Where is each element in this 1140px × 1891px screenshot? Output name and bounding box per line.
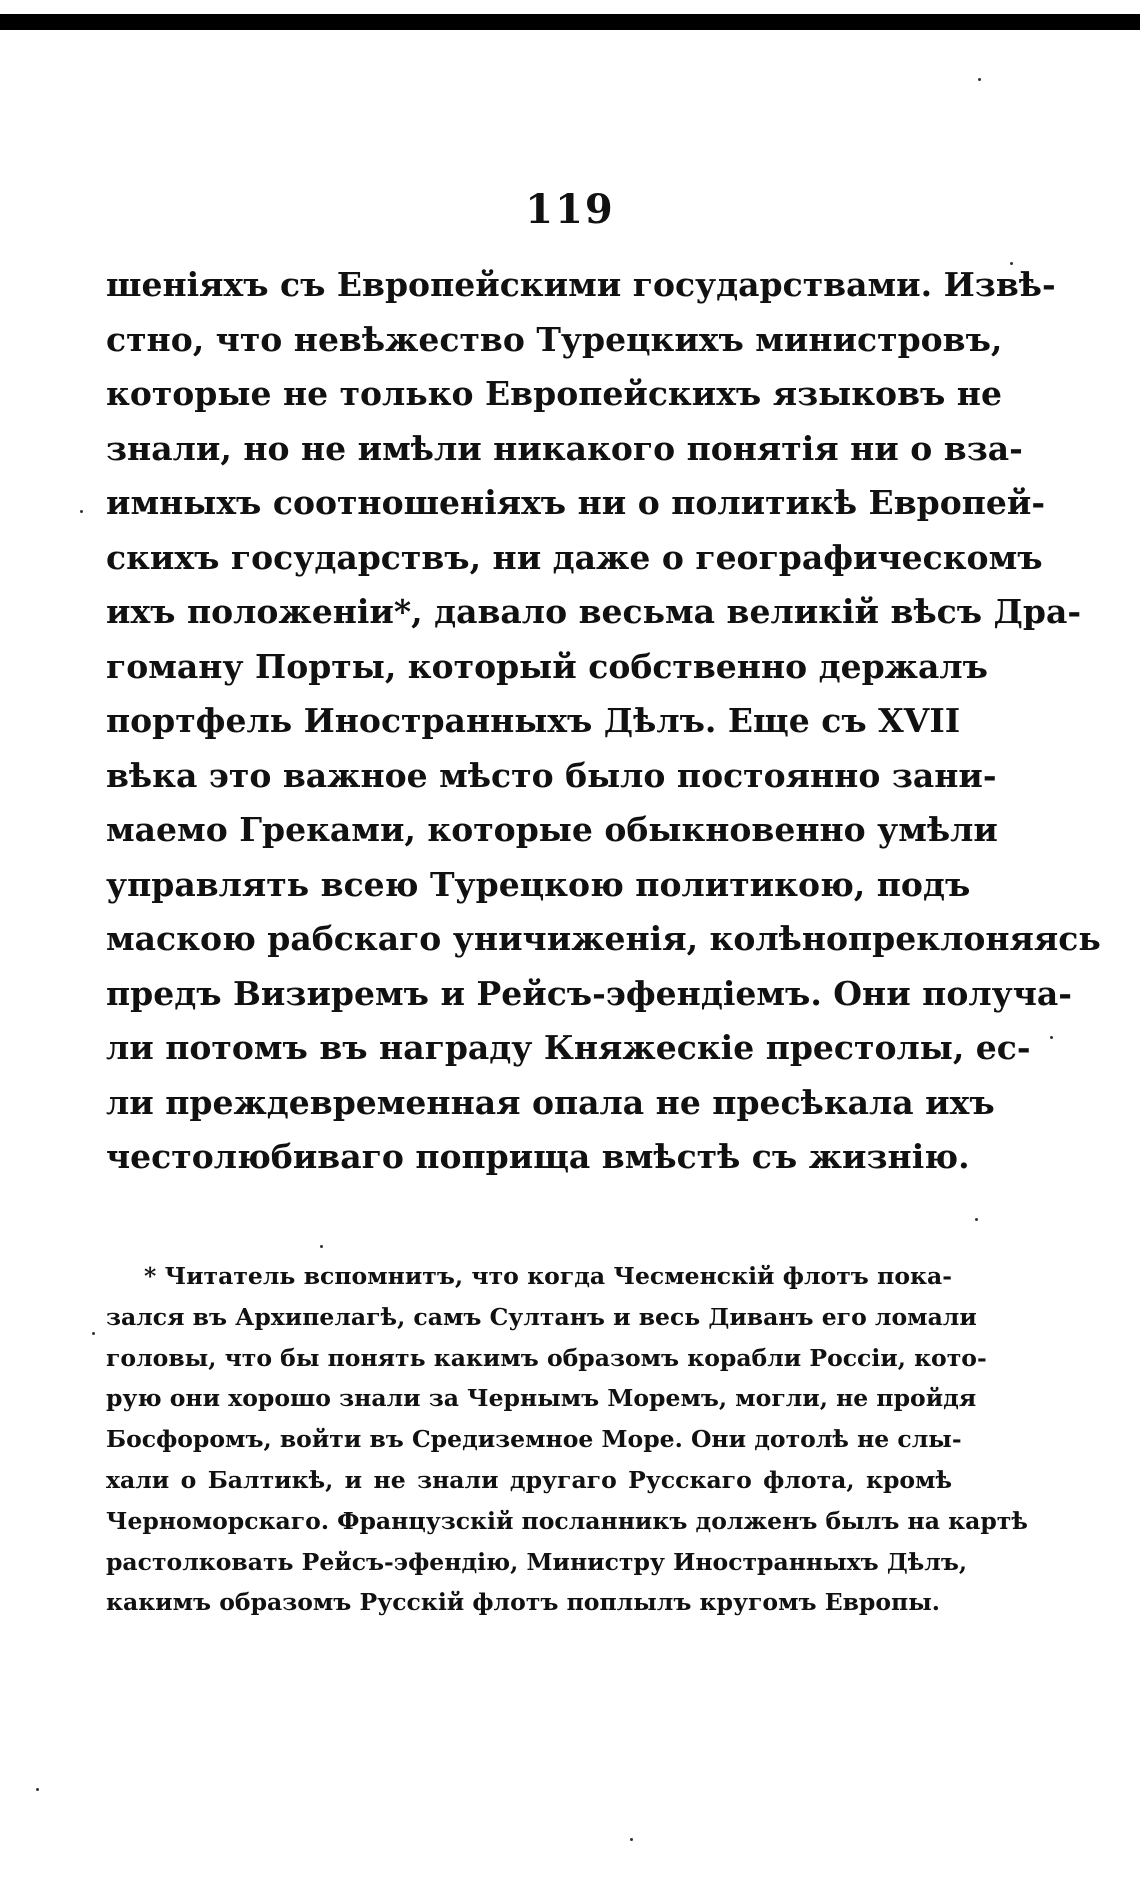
main-text-line: гоману Порты, который собственно держалъ bbox=[106, 646, 988, 686]
main-text-line: управлять всею Турецкою политикою, подъ bbox=[106, 864, 971, 904]
footnote-line: рую они хорошо знали за Чернымъ Моремъ, могли, не пройдя bbox=[106, 1384, 977, 1413]
main-text-line: вѣка это важное мѣсто было постоянно зани- bbox=[106, 755, 997, 795]
footnote-line: какимъ образомъ Русскій флотъ поплылъ кругомъ Европы. bbox=[106, 1588, 940, 1617]
footnote-line: Черноморскаго. Французскій посланникъ долженъ былъ на картѣ bbox=[106, 1506, 1028, 1535]
main-text-line: портфель Иностранныхъ Дѣлъ. Еще съ XVII bbox=[106, 701, 961, 740]
scan-speck bbox=[80, 510, 83, 513]
footnote-line: * Читатель вспомнитъ, что когда Чесменскій флотъ пока- bbox=[144, 1262, 952, 1290]
main-text-line: которые не только Европейскихъ языковъ не bbox=[106, 374, 1002, 413]
main-text-line: предъ Визиремъ и Рейсъ-эфендіемъ. Они получа- bbox=[106, 973, 1072, 1013]
main-text-line: знали, но не имѣли никакого понятія ни о вза- bbox=[106, 428, 1023, 468]
main-text-block bbox=[106, 258, 1101, 1185]
scan-speck bbox=[320, 1245, 323, 1248]
main-text-line: маскою рабскаго уничиженія, колѣнопреклоняясь bbox=[106, 919, 1101, 958]
scan-speck bbox=[975, 1218, 978, 1221]
scan-speck bbox=[630, 1838, 633, 1841]
footnote-block bbox=[106, 1256, 1028, 1623]
main-text-line: маемо Греками, которые обыкновенно умѣли bbox=[106, 810, 998, 849]
main-text-line: скихъ государствъ, ни даже о географическомъ bbox=[106, 537, 1043, 577]
main-text-line: имныхъ соотношеніяхъ ни о политикѣ Европей- bbox=[106, 483, 1046, 522]
top-border-rule bbox=[0, 14, 1140, 30]
main-text-line: ли потомъ въ награду Княжескіе престолы, ес- bbox=[106, 1028, 1031, 1067]
main-text-line: честолюбиваго поприща вмѣстѣ съ жизнію. bbox=[106, 1137, 970, 1176]
scan-speck bbox=[1050, 1036, 1053, 1039]
scan-speck bbox=[92, 1332, 95, 1335]
page-number: 119 bbox=[525, 186, 615, 233]
main-text-line: ихъ положеніи*, давало весьма великій вѣсъ Дра- bbox=[106, 592, 1082, 631]
scan-speck bbox=[1010, 262, 1013, 265]
footnote-line: головы, что бы понять какимъ образомъ корабли Россіи, кото- bbox=[106, 1343, 987, 1372]
scan-speck bbox=[978, 78, 981, 81]
main-text-line: шеніяхъ съ Европейскими государствами. Извѣ- bbox=[106, 265, 1056, 304]
footnote-line: зался въ Архипелагѣ, самъ Султанъ и весь Диванъ его ломали bbox=[106, 1302, 977, 1331]
scan-speck bbox=[36, 1788, 39, 1791]
main-text-line: стно, что невѣжество Турецкихъ министровъ, bbox=[106, 319, 1003, 359]
main-text-line: ли преждевременная опала не пресѣкала ихъ bbox=[106, 1082, 995, 1122]
footnote-line: Босфоромъ, войти въ Средиземное Море. Они дотолѣ не слы- bbox=[106, 1425, 962, 1454]
footnote-line: растолковать Рейсъ-эфендію, Министру Иностранныхъ Дѣлъ, bbox=[106, 1547, 968, 1576]
footnote-line: хали о Балтикѣ, и не знали другаго Русскаго флота, кромѣ bbox=[106, 1465, 952, 1494]
